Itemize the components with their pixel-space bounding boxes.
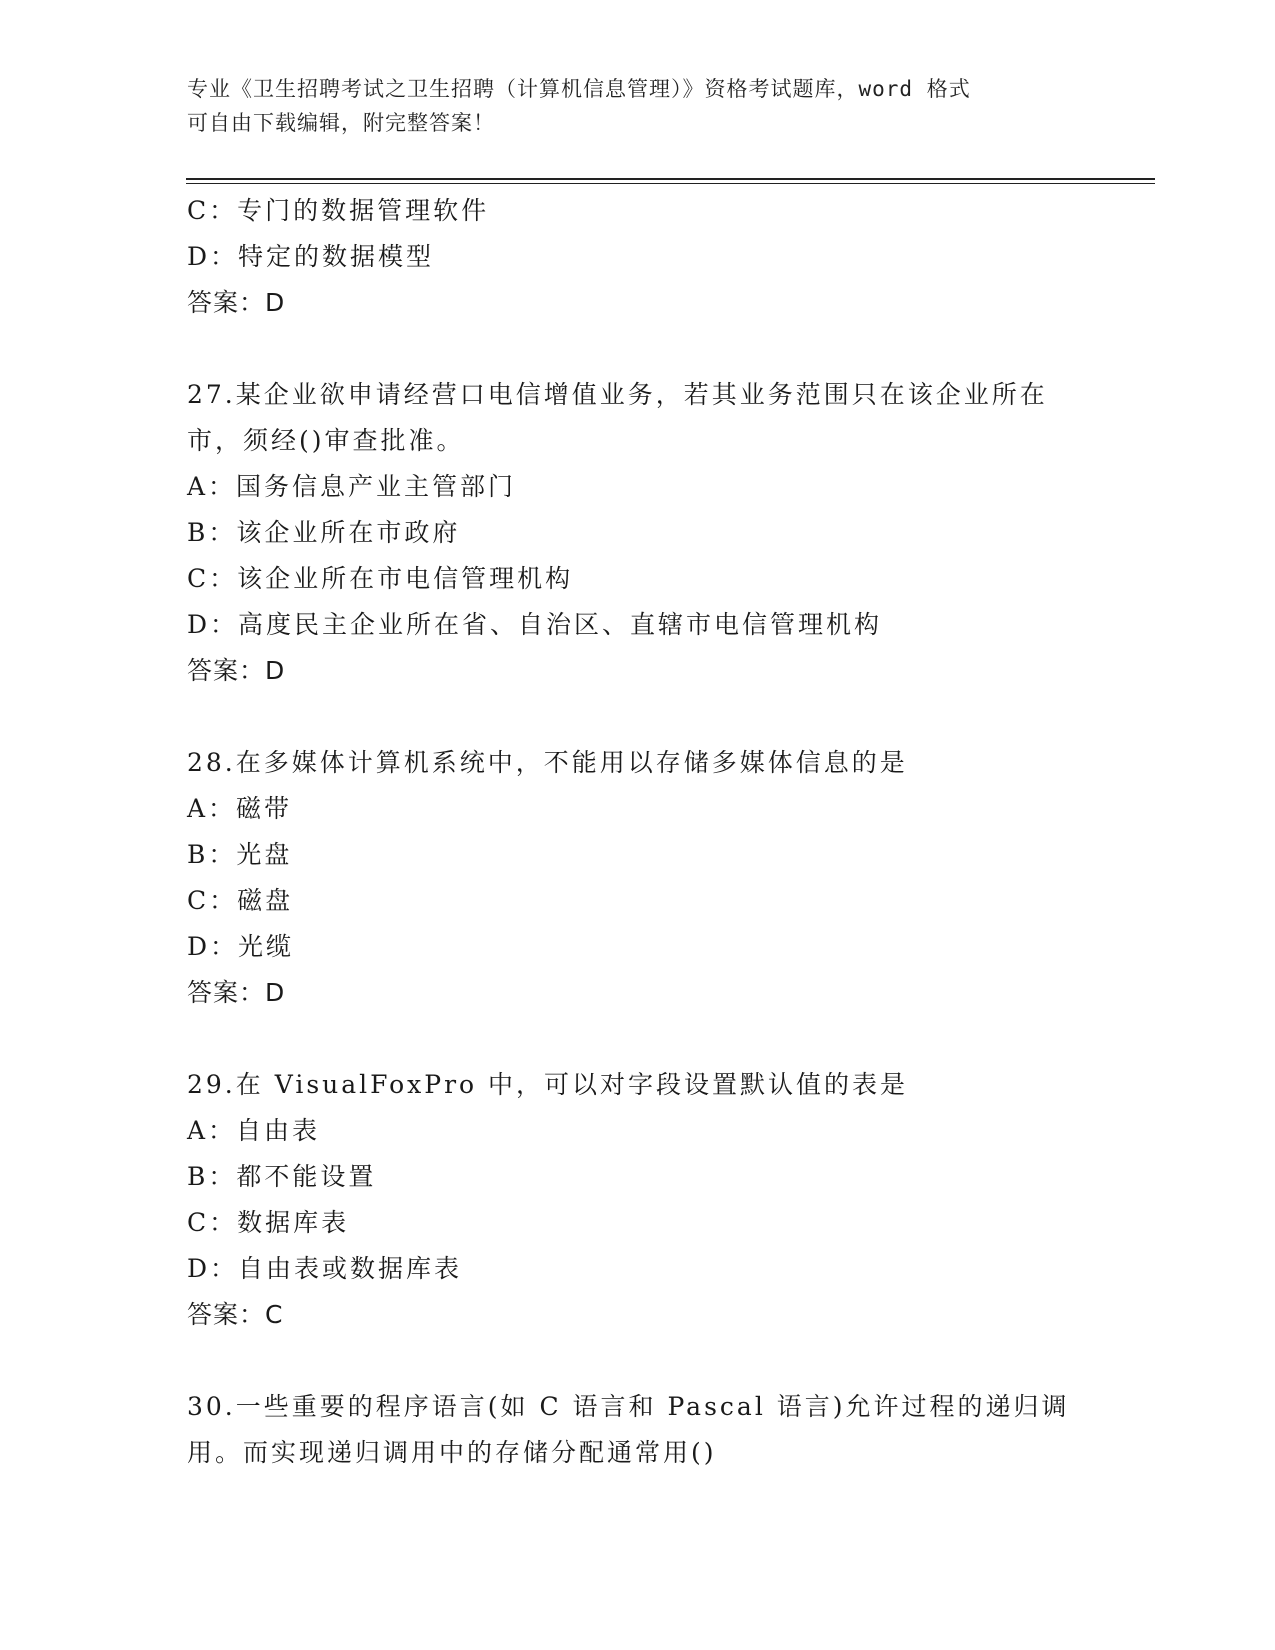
question-29 (187, 1062, 1087, 1338)
option-b: B：该企业所在市政府 (187, 518, 461, 547)
option-b: B：光盘 (187, 840, 293, 869)
option-d: D：自由表或数据库表 (187, 1254, 463, 1283)
answer-line: 答案：D (187, 288, 286, 317)
question-30 (187, 1384, 1087, 1476)
question-stem-line: 用。而实现递归调用中的存储分配通常用() (187, 1438, 717, 1467)
option-c: C：专门的数据管理软件 (187, 196, 490, 225)
question-content (187, 188, 1087, 1476)
question-28 (187, 740, 1087, 1016)
option-a: A：自由表 (187, 1116, 321, 1145)
header-line-2: 可自由下载编辑，附完整答案！ (187, 111, 495, 135)
answer-line: 答案：C (187, 1300, 284, 1329)
question-stem-line: 28.在多媒体计算机系统中，不能用以存储多媒体信息的是 (187, 748, 908, 777)
option-d: D：高度民主企业所在省、自治区、直辖市电信管理机构 (187, 610, 883, 639)
option-d: D：特定的数据模型 (187, 242, 435, 271)
document-header (187, 72, 1087, 140)
header-line-1: 专业《卫生招聘考试之卫生招聘（计算机信息管理）》资格考试题库，word 格式 (187, 77, 971, 101)
option-c: C：数据库表 (187, 1208, 350, 1237)
header-rule-top (186, 178, 1155, 180)
answer-line: 答案：D (187, 656, 286, 685)
question-stem-line: 29.在 VisualFoxPro 中，可以对字段设置默认值的表是 (187, 1070, 909, 1099)
question-27 (187, 372, 1087, 694)
question-stem-line: 27.某企业欲申请经营口电信增值业务，若其业务范围只在该企业所在 (187, 380, 1048, 409)
option-a: A：磁带 (187, 794, 293, 823)
option-a: A：国务信息产业主管部门 (187, 472, 517, 501)
answer-line: 答案：D (187, 978, 286, 1007)
header-rule-bottom (186, 183, 1155, 184)
option-c: C：磁盘 (187, 886, 294, 915)
option-c: C：该企业所在市电信管理机构 (187, 564, 574, 593)
question-stem-line: 市，须经()审查批准。 (187, 426, 465, 455)
option-b: B：都不能设置 (187, 1162, 377, 1191)
prev-question-tail (187, 188, 1087, 326)
question-stem-line: 30.一些重要的程序语言(如 C 语言和 Pascal 语言)允许过程的递归调 (187, 1392, 1070, 1421)
option-d: D：光缆 (187, 932, 295, 961)
